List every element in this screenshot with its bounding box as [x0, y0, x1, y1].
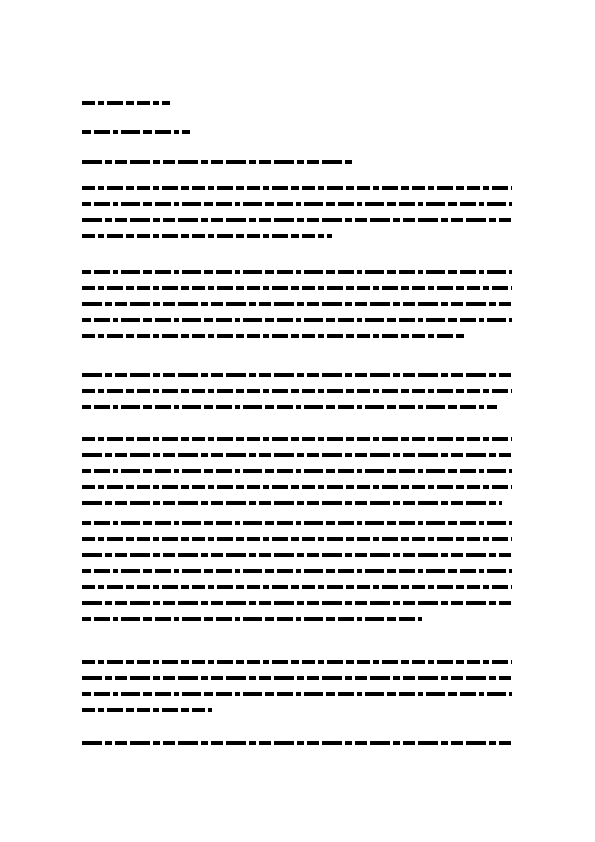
text-line	[82, 569, 512, 573]
text-line	[82, 405, 497, 409]
text-line	[82, 601, 512, 605]
text-line	[82, 234, 332, 238]
text-line	[82, 521, 512, 525]
text-line	[82, 130, 190, 134]
text-line	[82, 485, 512, 489]
paragraph-7	[82, 741, 512, 757]
document-date-line	[82, 130, 190, 146]
document-subject-line	[82, 160, 352, 176]
text-line	[82, 373, 512, 377]
text-line	[82, 585, 512, 589]
text-line	[82, 101, 170, 105]
document-heading	[82, 101, 170, 117]
text-line	[82, 537, 512, 541]
text-line	[82, 692, 512, 696]
text-line	[82, 453, 512, 457]
text-line	[82, 302, 512, 306]
text-line	[82, 553, 512, 557]
text-line	[82, 318, 512, 322]
paragraph-1	[82, 186, 512, 250]
text-line	[82, 660, 512, 664]
text-line	[82, 334, 467, 338]
paragraph-2	[82, 270, 512, 350]
paragraph-6	[82, 660, 512, 724]
text-line	[82, 218, 512, 222]
text-line	[82, 437, 512, 441]
text-line	[82, 389, 512, 393]
text-line	[82, 202, 512, 206]
paragraph-5	[82, 521, 512, 633]
paragraph-4	[82, 437, 512, 517]
text-line	[82, 501, 502, 505]
text-line	[82, 469, 512, 473]
text-line	[82, 617, 422, 621]
text-line	[82, 286, 512, 290]
text-line	[82, 186, 512, 190]
text-line	[82, 676, 512, 680]
text-line	[82, 708, 212, 712]
paragraph-3	[82, 373, 512, 421]
text-line	[82, 160, 352, 164]
text-line	[82, 270, 512, 274]
text-line	[82, 741, 512, 745]
